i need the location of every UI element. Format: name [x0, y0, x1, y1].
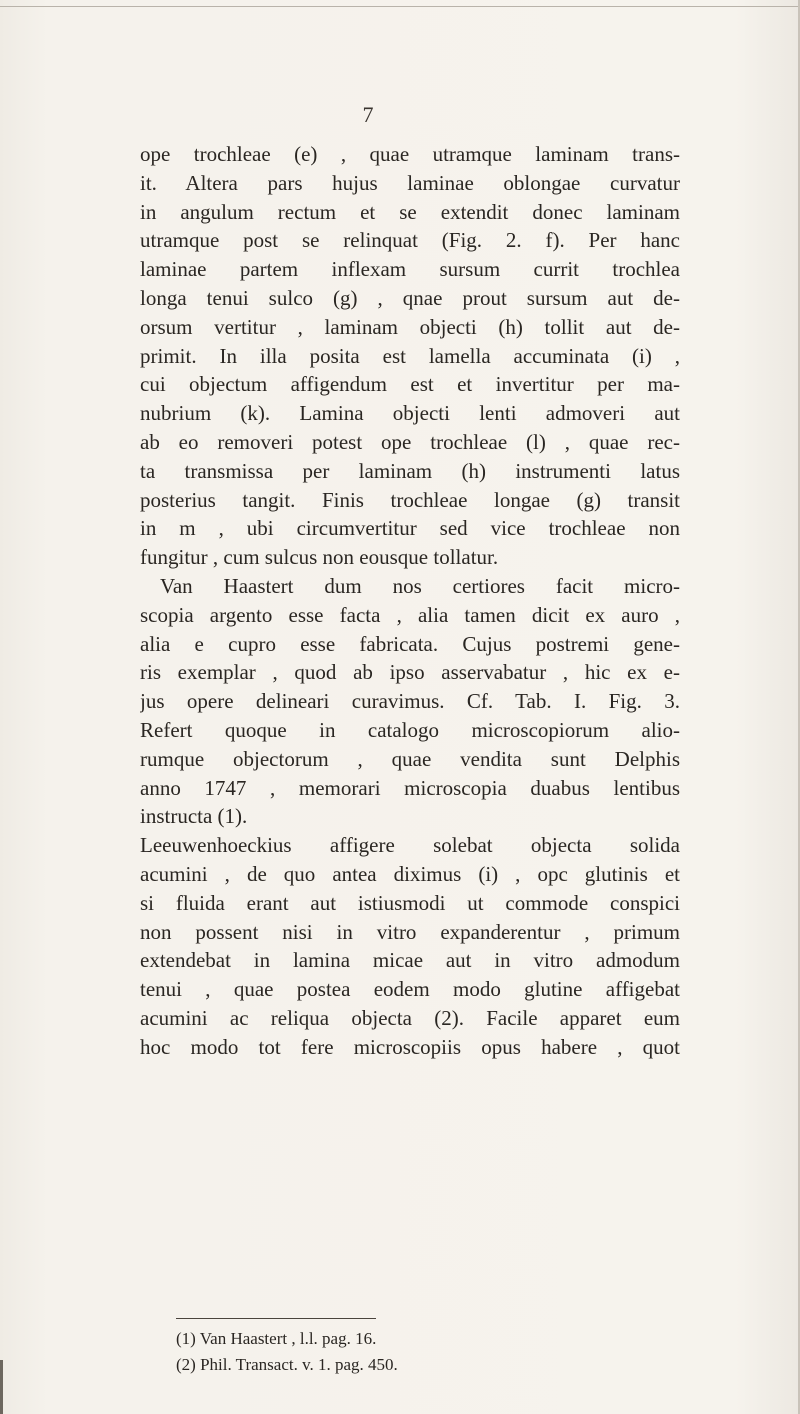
footnotes [176, 1326, 596, 1378]
text-line: hoc modo tot fere microscopiis opus habere , quot [140, 1034, 680, 1059]
page-number: 7 [362, 102, 374, 127]
text-line: in angulum rectum et se extendit donec laminam [140, 199, 680, 224]
text-line: Van Haastert dum nos certiores facit micro- [160, 573, 680, 598]
top-edge-rule [0, 6, 800, 7]
text-line: posterius tangit. Finis trochleae longae (g) transit [140, 487, 680, 512]
text-line: acumini ac reliqua objecta (2). Facile apparet eum [140, 1005, 680, 1030]
text-line: longa tenui sulco (g) , qnae prout sursum aut de- [140, 285, 680, 310]
text-line: laminae partem inflexam sursum currit trochlea [140, 257, 680, 282]
text-line: cui objectum affigendum est et invertitur per ma- [140, 372, 680, 397]
text-line: primit. In illa posita est lamella accuminata (i) , [140, 343, 680, 368]
text-line: alia e cupro esse fabricata. Cujus postremi gene- [140, 631, 680, 656]
text-line: rumque objectorum , quae vendita sunt Delphis [140, 746, 680, 771]
text-line: anno 1747 , memorari microscopia duabus lentibus [140, 775, 680, 800]
text-line: ope trochleae (e) , quae utramque laminam trans- [140, 142, 680, 166]
text-line: jus opere delineari curavimus. Cf. Tab. I. Fig. 3. [140, 689, 680, 714]
text-line: ris exemplar , quod ab ipso asservabatur , hic ex e- [140, 660, 680, 685]
text-line: nubrium (k). Lamina objecti lenti admoveri aut [140, 401, 680, 426]
text-line: it. Altera pars hujus laminae oblongae curvatur [140, 170, 680, 195]
text-line: orsum vertitur , laminam objecti (h) tollit aut de- [140, 314, 680, 339]
text-line: extendebat in lamina micae aut in vitro admodum [140, 948, 680, 973]
text-line: utramque post se relinquat (Fig. 2. f). Per hanc [140, 228, 680, 253]
footnote-divider [176, 1318, 376, 1319]
text-line: non possent nisi in vitro expanderentur , primum [140, 919, 680, 944]
text-line: tenui , quae postea eodem modo glutine affigebat [140, 977, 680, 1002]
text-line: Leeuwenhoeckius affigere solebat objecta solida [140, 833, 680, 858]
footnote-2: (2) Phil. Transact. v. 1. pag. 450. [176, 1355, 398, 1374]
text-line: in m , ubi circumvertitur sed vice trochleae non [140, 516, 680, 541]
text-line: acumini , de quo antea diximus (i) , opc glutinis et [140, 861, 680, 886]
text-line: ab eo removeri potest ope trochleae (l) , quae rec- [140, 429, 680, 454]
text-line: si fluida erant aut istiusmodi ut commode conspici [140, 890, 680, 915]
text-line: scopia argento esse facta , alia tamen dicit ex auro , [140, 602, 680, 627]
text-line: Refert quoque in catalogo microscopiorum alio- [140, 717, 680, 742]
text-line: instructa (1). [140, 804, 248, 829]
text-line: fungitur , cum sulcus non eousque tollatur. [140, 545, 499, 570]
text-line: ta transmissa per laminam (h) instrumenti latus [140, 458, 680, 483]
body-text [140, 140, 680, 1062]
footnote-1: (1) Van Haastert , l.l. pag. 16. [176, 1329, 377, 1348]
left-page-edge [0, 1360, 3, 1414]
